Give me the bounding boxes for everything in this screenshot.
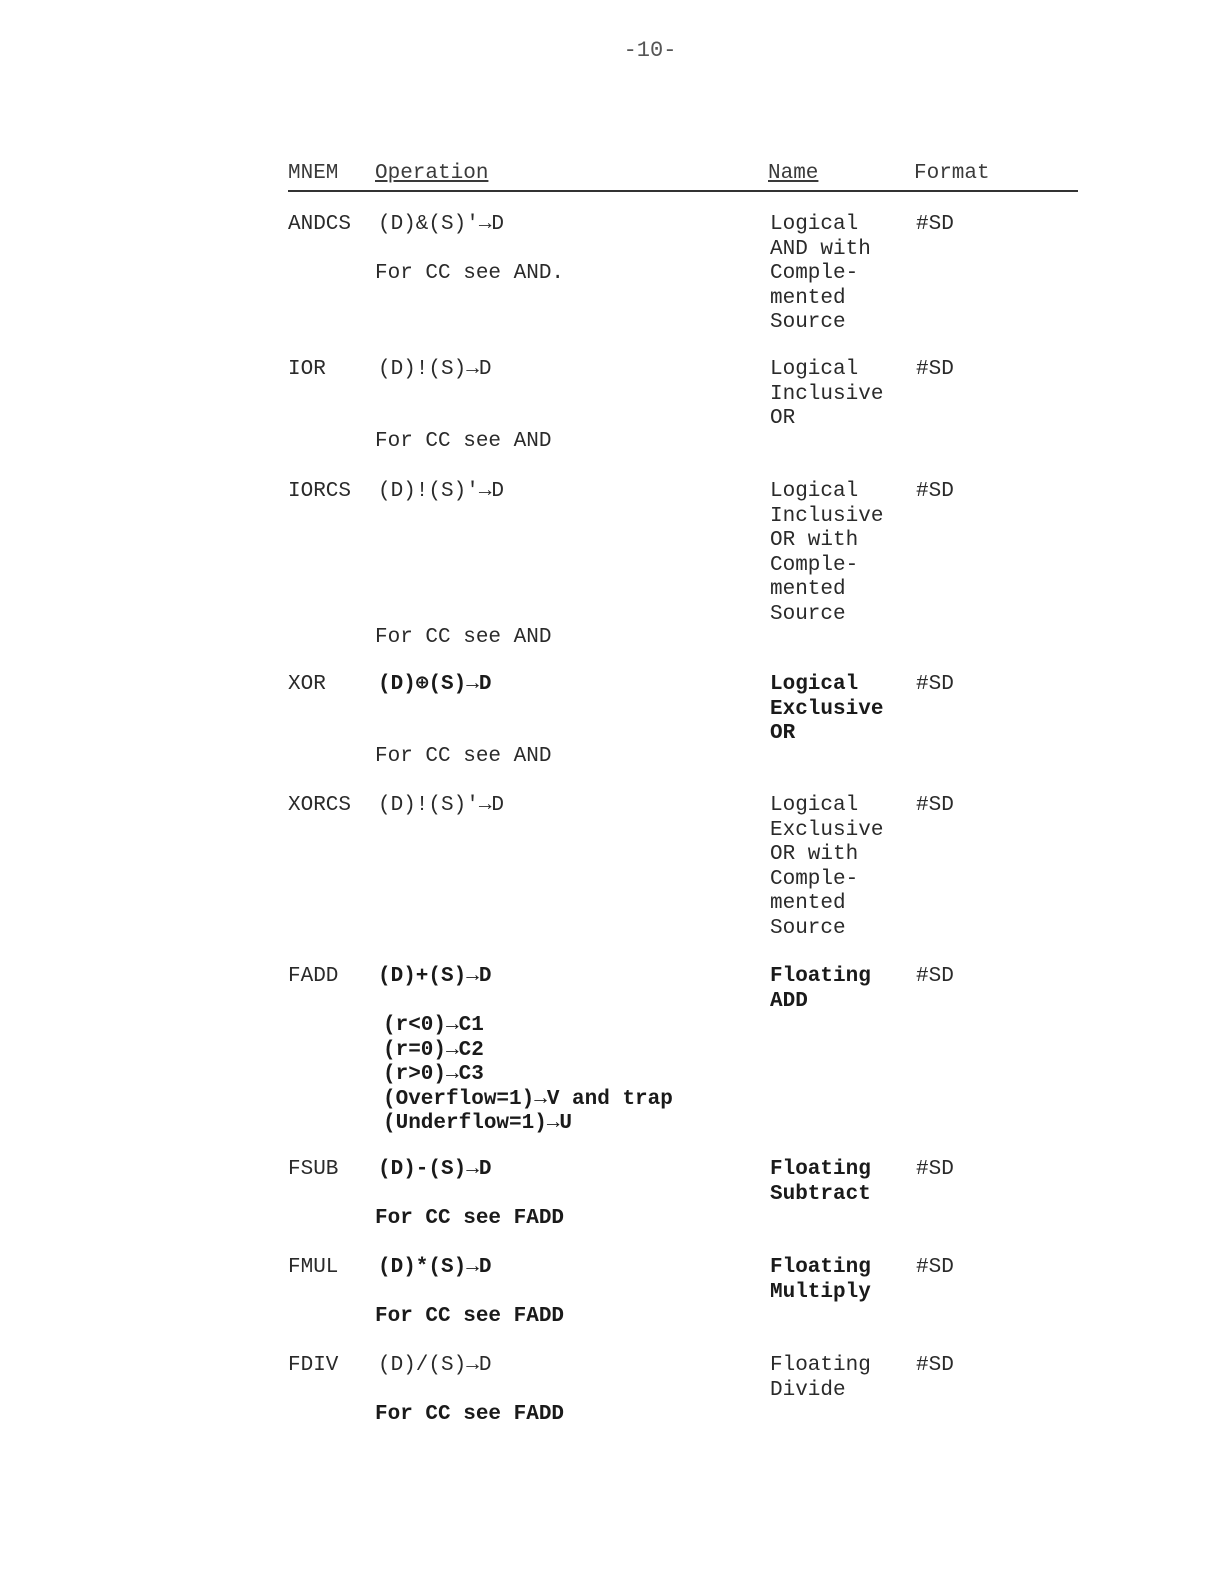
row-name: Logical Exclusive OR	[770, 673, 884, 745]
header-name: Name	[768, 162, 819, 185]
row-condition-codes: For CC see FADD	[375, 1305, 565, 1328]
row-format: #SD	[916, 965, 954, 988]
row-name: Floating Subtract	[770, 1158, 871, 1206]
row-condition-codes: For CC see FADD	[375, 1403, 565, 1426]
row-mnemonic: FSUB	[288, 1158, 339, 1181]
row-name: Logical Exclusive OR with Comple- mented Source	[770, 794, 884, 940]
row-condition-codes: For CC see FADD	[375, 1207, 565, 1230]
row-format: #SD	[916, 213, 954, 236]
row-mnemonic: XOR	[288, 673, 326, 696]
row-operation: (D)⊕(S)→D	[378, 673, 492, 696]
row-operation: (D)/(S)→D	[378, 1354, 492, 1377]
header-operation: Operation	[375, 162, 489, 185]
row-condition-codes: For CC see AND	[375, 430, 552, 453]
row-format: #SD	[916, 480, 954, 503]
row-format: #SD	[916, 1158, 954, 1181]
row-condition-codes: For CC see AND.	[375, 262, 565, 285]
row-condition-codes: For CC see AND	[375, 745, 552, 768]
header-mnem: MNEM	[288, 162, 339, 185]
row-format: #SD	[916, 1256, 954, 1279]
row-operation: (D)-(S)→D	[378, 1158, 492, 1181]
row-format: #SD	[916, 673, 954, 696]
row-condition-codes: For CC see AND	[375, 626, 552, 649]
row-name: Floating ADD	[770, 965, 871, 1013]
table-header	[288, 160, 1078, 192]
row-operation: (D)!(S)'→D	[378, 480, 505, 503]
row-operation: (D)+(S)→D	[378, 965, 492, 988]
row-format: #SD	[916, 1354, 954, 1377]
row-format: #SD	[916, 794, 954, 817]
row-mnemonic: IOR	[288, 358, 326, 381]
row-name: Logical Inclusive OR with Comple- mented Source	[770, 480, 884, 626]
page-number: -10-	[623, 38, 677, 63]
row-operation: (D)&(S)'→D	[378, 213, 505, 236]
row-operation: (D)!(S)'→D	[378, 794, 505, 817]
row-operation: (D)*(S)→D	[378, 1256, 492, 1279]
row-mnemonic: FDIV	[288, 1354, 339, 1377]
row-name: Logical AND with Comple- mented Source	[770, 213, 871, 334]
instruction-table	[288, 160, 1078, 1426]
row-mnemonic: XORCS	[288, 794, 352, 817]
row-name: Floating Multiply	[770, 1256, 871, 1304]
row-mnemonic: FMUL	[288, 1256, 339, 1279]
row-condition-codes: (r<0)→C1 (r=0)→C2 (r>0)→C3 (Overflow=1)→V and trap (Underflow=1)→U	[383, 1014, 673, 1135]
row-mnemonic: IORCS	[288, 480, 352, 503]
row-name: Logical Inclusive OR	[770, 358, 884, 430]
header-format: Format	[914, 162, 990, 185]
row-format: #SD	[916, 358, 954, 381]
row-operation: (D)!(S)→D	[378, 358, 492, 381]
row-name: Floating Divide	[770, 1354, 871, 1402]
row-mnemonic: ANDCS	[288, 213, 352, 236]
row-mnemonic: FADD	[288, 965, 339, 988]
